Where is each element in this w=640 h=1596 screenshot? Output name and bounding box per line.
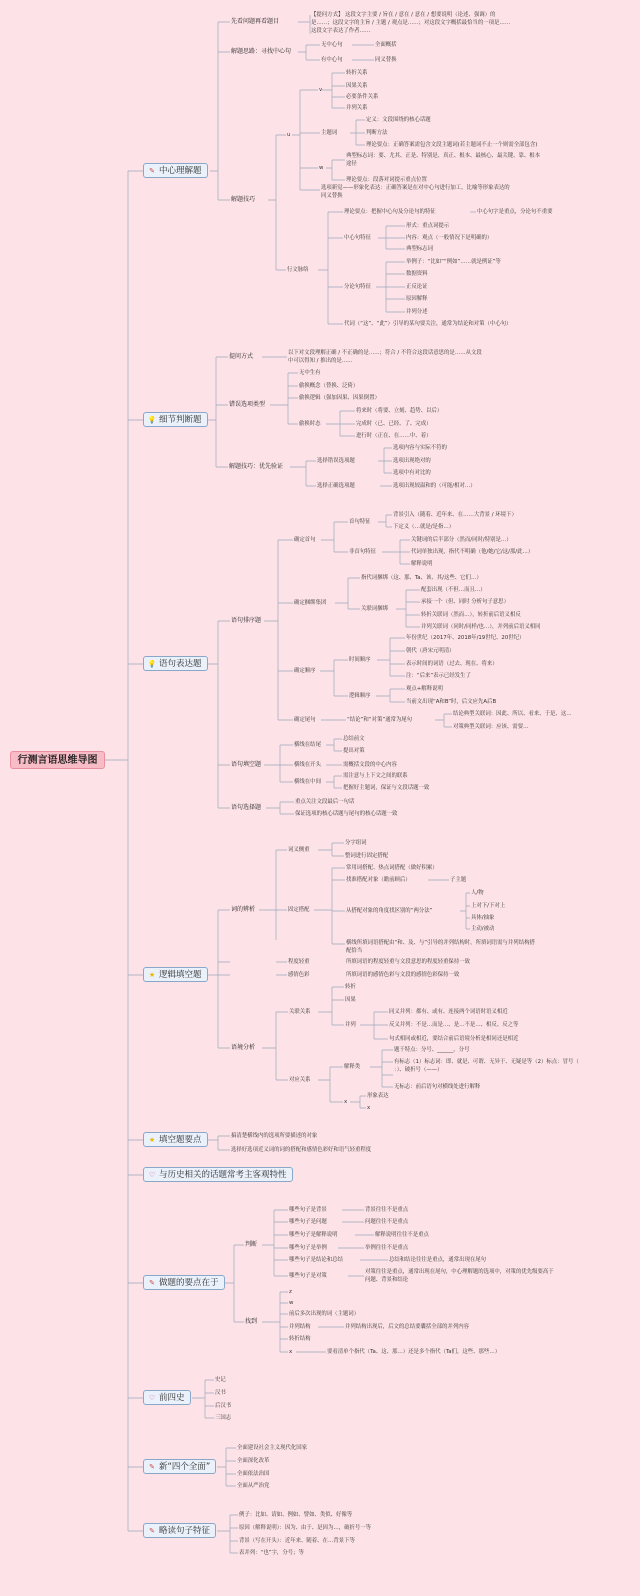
node: 确定首句 <box>294 537 316 543</box>
star-icon: ★ <box>148 1136 156 1144</box>
node: 因果 <box>345 997 356 1003</box>
node: 常用词搭配、热点词搭配（做好积累） <box>346 865 438 871</box>
node: 感情色彩 <box>288 972 310 978</box>
node: 偷换逻辑（强加因果、因果倒置） <box>299 395 380 401</box>
node: 语句排序题 <box>231 617 262 624</box>
node: 同义并列：都有、或有、连接两个词语时语义相近 <box>389 1009 508 1015</box>
node: w <box>319 165 324 171</box>
node: 并列结构 <box>289 1324 311 1330</box>
c1-links <box>210 15 476 324</box>
pencil-icon: ✎ <box>149 167 155 175</box>
category-key-points[interactable] <box>143 1275 225 1290</box>
node: 确定顺序 <box>294 668 316 674</box>
node: 典型标志词 <box>406 246 433 252</box>
bulb-icon: 💡 <box>147 416 157 424</box>
node: 举例子：“比如”“例如”……就是例证”等 <box>406 259 501 265</box>
category-fill-points[interactable] <box>143 1132 208 1147</box>
node: 保证选项的核心话题与尾句的核心话题一致 <box>295 811 398 817</box>
node: 判断方法 <box>366 130 388 136</box>
node: 哪些句子是解释说明 <box>289 1232 338 1238</box>
node: 题干特点：分号、______，分号 <box>394 1047 470 1053</box>
node: 整词进行固定搭配 <box>345 853 389 859</box>
node: 解题技巧 <box>231 196 256 203</box>
category-label: 与历史相关的话题常考主客观特性 <box>159 1170 287 1180</box>
node: 年份世纪（2017年、2018年/19世纪、20世纪） <box>406 635 525 641</box>
node: 问题往往不是重点 <box>365 1219 409 1225</box>
category-skim-features[interactable] <box>143 1523 216 1538</box>
pencil-icon: ✎ <box>149 1463 155 1471</box>
list-item: 汉书 <box>215 1390 226 1396</box>
node: 找准搭配对象（瞻前顾后） <box>346 877 411 883</box>
node: 【提问方式】 这段文字主要 / 旨在 / 意在 / 意在 / 想要说明（论述、强调）的 <box>311 12 496 18</box>
node: 原因解释 <box>406 296 428 302</box>
node: 必要条件关系 <box>346 94 379 100</box>
node: 先看问题再看题目 <box>231 18 280 25</box>
c5-links <box>205 1136 230 1150</box>
node: “结论”和“对策”通常为尾句 <box>347 717 413 723</box>
node: 背景引入（随着、近年来、在……大背景 / 环境下） <box>393 512 517 518</box>
node: 哪些句子是问题 <box>289 1219 327 1225</box>
node: 完成时（已、已经、了、完成） <box>356 421 432 427</box>
node: 横线在中间 <box>294 779 321 785</box>
node: 时间顺序 <box>349 657 371 663</box>
node: 将来时（将要、立刻、趋势、以后） <box>356 408 443 414</box>
node: 并列结构出现后，后文的总结要囊括全部的并列内容 <box>345 1324 469 1330</box>
node: 选择正确选项题 <box>317 483 355 489</box>
node: 并列关联词（同时/同样/也…），并列前后语义相同 <box>421 624 541 630</box>
node: 词的辨析 <box>231 906 256 913</box>
node: 横线在结尾 <box>294 742 321 748</box>
node: 关键词的后半部分（然而/同时/特别是…） <box>411 537 512 543</box>
node: 所填词语的感情色彩与文段的感情色彩保持一致 <box>346 972 460 978</box>
node: 选择错误选项题 <box>317 458 355 464</box>
node: 偷换概念（替换、泛倚） <box>299 383 359 389</box>
node: 选项出现较温和的（可能/相对…） <box>393 483 476 489</box>
list-item: 全面建设社会主义现代化国家 <box>237 1445 308 1451</box>
node: z <box>289 1289 292 1295</box>
node: 上对下/下对上 <box>471 903 506 909</box>
category-label: 逻辑填空题 <box>159 970 202 980</box>
category-sentence-expression[interactable] <box>143 656 208 671</box>
node: 典型标志词：要、尤其、正是、特别是、真正、根本、最核心、最关键、靠、根本 <box>346 153 541 159</box>
node: 逻辑顺序 <box>349 693 371 699</box>
node: 途径 <box>346 161 357 167</box>
node: 选择好选项近义词的词的搭配和感情色彩好和语气轻重程度 <box>231 1147 372 1153</box>
c10-links <box>217 1515 238 1553</box>
node: 解释类 <box>344 1064 361 1070</box>
node: 总结前文 <box>343 736 365 742</box>
node: 观点+解释说明 <box>406 686 443 692</box>
pencil-icon: ✎ <box>149 1279 155 1287</box>
node: 选项新觉——形象化表达：正确答案是在对中心句进行加工，比喻等形象表达的 <box>321 185 510 191</box>
category-four-comprehensives[interactable] <box>143 1459 216 1474</box>
node: 需注意与上下文之间的联系 <box>343 773 408 779</box>
node: 举例往往不是重点 <box>365 1245 409 1251</box>
node: 转折关系 <box>346 70 368 76</box>
category-logic-fill[interactable] <box>143 967 208 982</box>
category-central-understanding[interactable] <box>143 163 208 178</box>
category-label: 做题的要点在于 <box>159 1278 219 1288</box>
node: x <box>344 1099 348 1105</box>
category-detail-judgment[interactable] <box>143 412 208 427</box>
list-item: 原因（解释说明）：因为、由于、是因为…，破折号一等 <box>239 1525 372 1531</box>
node: 下定义（…就是/是指…） <box>393 524 455 530</box>
list-item: 三国志 <box>215 1415 232 1421</box>
node: 重点关注文段最后一句话 <box>295 799 355 805</box>
root-node: 行测言语思维导图 <box>10 751 105 769</box>
node: 人/物 <box>471 890 484 896</box>
node: 背景往往不是重点 <box>365 1207 409 1213</box>
node: 有中心句 <box>321 57 343 63</box>
node: 数据资料 <box>406 271 428 277</box>
node: 所填词语的程度轻重与文段意思的程度轻重保持一致 <box>346 959 470 965</box>
node: 无中生有 <box>299 370 321 376</box>
node: 注：“后来”表示已经发生了 <box>406 673 471 679</box>
node: 无标志：前后语句对横线处进行解释 <box>394 1084 481 1090</box>
node: 因果关系 <box>346 83 368 89</box>
category-label: 细节判断题 <box>159 415 202 425</box>
node: 对策往往是重点，通常出现在尾句，中心理解题的选项中，对策的优先级要高于 <box>365 1269 554 1275</box>
star-icon: ★ <box>148 971 156 979</box>
node: 并列分述 <box>406 309 428 315</box>
node: w <box>289 1300 294 1306</box>
node: 首句特征 <box>349 519 371 525</box>
category-label: 填空题要点 <box>159 1135 202 1145</box>
node: 非首句特征 <box>349 549 376 555</box>
node: 全面概括 <box>375 42 397 48</box>
node: 子主题 <box>450 877 467 883</box>
node: 主题词 <box>321 130 338 136</box>
node: 总结和结论往往是重点，通常出现在尾句 <box>389 1257 487 1263</box>
node: 中可以得知 / 推出的是…… <box>288 358 353 364</box>
node: 中心句字是重点，分论句不重要 <box>477 209 553 215</box>
node: 横线在开头 <box>294 762 321 768</box>
node: 哪些句子是结论和总结 <box>289 1257 343 1263</box>
node: 这段文字表达了作者…… <box>311 28 371 34</box>
node: 程度轻重 <box>288 959 310 965</box>
node: 内容：观点（一般情况下是明确的） <box>406 235 493 241</box>
node: 语句选择题 <box>231 804 262 811</box>
category-label: 新“四个全面” <box>159 1462 211 1472</box>
node: 并列 <box>345 1022 356 1028</box>
list-item: 表并列：“也”字，分号；等 <box>239 1550 304 1556</box>
node: 提问方式 <box>229 353 254 360</box>
node: 关联关系 <box>289 1009 311 1015</box>
node: 选项内容与实际不符的 <box>393 445 447 451</box>
node: 需概括文段的中心内容 <box>343 762 397 768</box>
node: u <box>287 132 291 138</box>
root-trunk <box>105 171 143 1531</box>
category-label: 语句表达题 <box>159 659 202 669</box>
node: 搞清楚横线内的选项所要描述的对象 <box>231 1133 318 1139</box>
category-label: 中心理解题 <box>159 166 202 176</box>
node: 指代词捆绑（这、那、Ta、该、其/这些、它们…） <box>361 575 482 581</box>
bulb-icon: 💡 <box>147 660 157 668</box>
node: 哪些句子是背景 <box>289 1207 327 1213</box>
node: 关联词捆绑 <box>361 606 388 612</box>
node: 分论句特征 <box>344 284 371 290</box>
list-item: 史记 <box>215 1377 226 1383</box>
node: 确定尾句 <box>294 717 316 723</box>
node: 找到 <box>245 1318 258 1325</box>
node: 解释说明往往不是重点 <box>375 1232 429 1238</box>
node: 中心句特征 <box>344 235 371 241</box>
node: 转折 <box>345 984 356 990</box>
pencil-icon: ✎ <box>149 1527 155 1535</box>
node: 选项中有对比的 <box>393 470 431 476</box>
node: 解释说明 <box>411 561 433 567</box>
node: 分字组词 <box>345 840 367 846</box>
node: 同义替换 <box>321 193 343 199</box>
node: 配套出现（不但…而且…） <box>421 587 486 593</box>
node: 固定搭配 <box>288 907 310 913</box>
list-item: 全面依法治国 <box>237 1471 270 1477</box>
c9-links <box>217 1448 236 1486</box>
node: 错误选项类型 <box>229 401 266 408</box>
list-item: 例子：比如、请如、例如、譬如、类似、好像等 <box>239 1512 353 1518</box>
node: v <box>319 87 323 93</box>
node: 哪些句子是对策 <box>289 1273 327 1279</box>
node: 并列关系 <box>346 105 368 111</box>
node: 理论要点：把握中心句及分论句的特征 <box>344 209 436 215</box>
node: 理论要点：正确答案需包含文段主题词(若主题词不止一个则需全部包含) <box>366 142 538 148</box>
node: 形式：重点词提示 <box>406 223 450 229</box>
node: 行文脉络 <box>287 267 309 273</box>
node: 同义替换 <box>375 57 397 63</box>
node: 无中心句 <box>321 42 343 48</box>
node: 主动/被动 <box>471 926 495 932</box>
node: 进行时（正在、在……中、着） <box>356 433 432 439</box>
node: 正反论证 <box>406 284 428 290</box>
list-item: 全面深化改革 <box>237 1458 270 1464</box>
heart-icon: ♡ <box>148 1171 156 1179</box>
node: 承接一个（但、同时 分析句子意思） <box>421 599 509 605</box>
node: 语句填空题 <box>231 761 262 768</box>
node: 有标志（1）标志词：即、就是、可谓、无异于、无疑是等（2）标点：冒号（ <box>394 1059 579 1065</box>
list-item: 全面从严治党 <box>237 1483 270 1489</box>
node: 当前文出现“A和B”时，后文应先A后B <box>406 699 497 705</box>
node: 反义并列：不是…而是…、是…不是…、相反、反之等 <box>389 1022 519 1028</box>
node: 代词（“这”、“此”）引导的某句要关注，通常为结论和对策（中心句） <box>344 321 512 327</box>
node: 代词单独出现，指代不明确（他/她/它/这/那/此…） <box>411 549 534 555</box>
node: 对应关系 <box>289 1077 311 1083</box>
node: 表示时间的词语（过去、现在、将来） <box>406 661 498 667</box>
node: 转折关联词（然而…），转折前后语义相反 <box>421 612 521 618</box>
node: 前后多次出现的词（主题词） <box>289 1311 360 1317</box>
node: 判断 <box>245 1241 258 1248</box>
node: 把握好主题词，保证与文段话题一致 <box>343 785 430 791</box>
node: 词义侧重 <box>288 847 310 853</box>
node: 以下对文段理解正确 / 不正确的是……；符合 / 不符合这段话意思的是……从文段 <box>288 350 482 356</box>
node: 要看清单个指代（Ta、这、那…）还是多个指代（Ta们，这些、那些…） <box>327 1349 501 1355</box>
node: 具体/抽象 <box>471 915 495 921</box>
node: 选项出现绝对的 <box>393 458 431 464</box>
category-label: 前四史 <box>159 1393 185 1403</box>
category-four-histories[interactable] <box>143 1390 191 1405</box>
node: 确定捆绑集团 <box>294 600 327 606</box>
list-item: 后汉书 <box>215 1403 232 1409</box>
node: 提出对策 <box>343 748 365 754</box>
node: ：）、破折号（——） <box>394 1067 443 1073</box>
node: 偷换时态 <box>299 421 321 427</box>
node: 句式相同或相近，要结合前后语境分析是相同还是相近 <box>389 1036 519 1042</box>
node: 哪些句子是举例 <box>289 1245 327 1251</box>
node: 语境分析 <box>231 1044 256 1051</box>
list-item: 背景（写在开头）：近年来、随着、在…背景下等 <box>239 1538 355 1544</box>
c8-links <box>192 1380 214 1418</box>
node: 从搭配对象的角度找区别的“两分法” <box>346 908 433 914</box>
node: x <box>289 1349 293 1355</box>
node: 解题思路：寻找中心句 <box>231 48 292 55</box>
node: 解题技巧：优先验证 <box>229 463 284 470</box>
category-label: 略读句子特征 <box>159 1526 211 1536</box>
category-history-topics[interactable] <box>143 1167 293 1182</box>
node: 横线所填词语搭配由“和、及、与”引导的并列结构时，所填词语需与并列结构搭 <box>346 940 535 946</box>
node: 是……；这段文字的主旨 / 主题 / 观点是……；对这段文字概括最恰当的一项是…… <box>311 20 511 26</box>
node: 转折结构 <box>289 1336 311 1342</box>
node: 结论典型关联词：因此、所以、看来、于是、这… <box>453 711 572 717</box>
node: 配恰当 <box>346 948 363 954</box>
node: x <box>367 1105 371 1111</box>
node: 对策典型关联词：应该、需要… <box>453 724 529 730</box>
node: 问题、背景和结论 <box>365 1277 409 1283</box>
node: 形象表达 <box>367 1093 389 1099</box>
heart-icon: ♡ <box>148 1394 156 1402</box>
node: 理论要点：段落对词提示重点位置 <box>346 177 427 183</box>
node: 定义：文段围绕的核心话题 <box>366 117 431 123</box>
node: 朝代（唐宋元明清） <box>406 648 455 654</box>
